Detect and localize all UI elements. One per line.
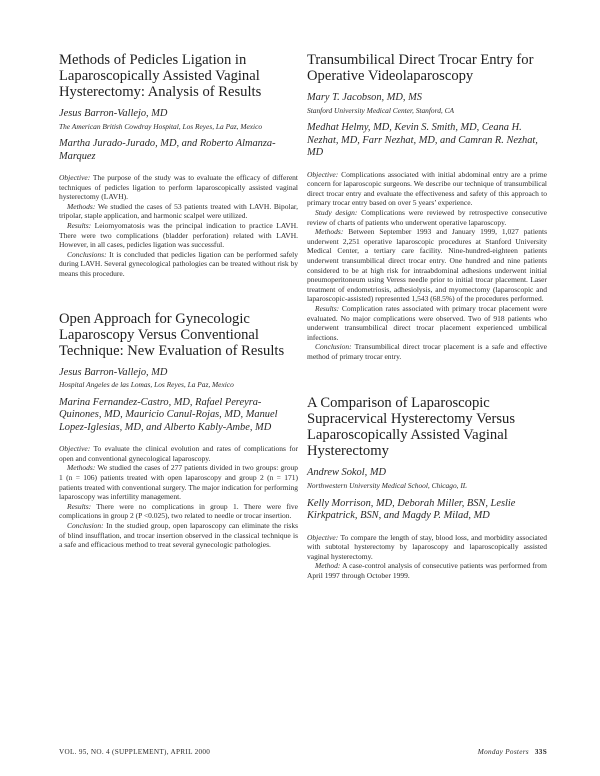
section-text: Complications associated with initial abdominal entry are a prime concern for laparoscopic surgeons. We describe our technique of transumbilical direct trocar entry and evaluate the effectiveness and safety of this approach to primary trocar entry based on over 5 years’ experience. (307, 169, 547, 208)
author-group (307, 467, 547, 490)
abstract-conclusion (59, 521, 298, 550)
section-label: Study design: (315, 207, 358, 217)
section-text: To compare the length of stay, blood loss, and morbidity associated with subtotal hysterectomy by laparoscopy and laparoscopically assisted vaginal hysterectomy. (307, 532, 547, 561)
abstract-objective (59, 444, 298, 463)
section-label: Methods: (67, 201, 96, 211)
section-label: Methods: (67, 463, 96, 473)
page-footer (451, 748, 547, 756)
section-text: A case-control analysis of consecutive patients was performed from April 1997 through October 1999. (307, 561, 547, 580)
abstract (307, 170, 547, 362)
abstract-methods (59, 202, 298, 221)
section-label: Methods: (315, 227, 344, 237)
article-transumbilical-trocar (307, 52, 547, 361)
abstract-objective (59, 173, 298, 202)
section-text: It is concluded that pedicles ligation can be performed safely during LAVH. Several gynecological pathologies can be treated without risk by means this procedure. (59, 249, 298, 279)
abstract-results (59, 502, 298, 521)
author-affiliation: Northwestern University Medical School, Chicago, IL (307, 480, 467, 490)
author-group (59, 367, 298, 390)
article-title: Transumbilical Direct Trocar Entry for Operative Videolaparoscopy (307, 52, 534, 84)
author-group (307, 122, 547, 160)
section-text: The purpose of the study was to evaluate the efficacy of different techniques of pedicles ligation to perform laparoscopically assisted vaginal hysterectomy (LAVH). (59, 173, 298, 202)
author-group (59, 397, 298, 435)
section-label: Objective: (307, 532, 339, 542)
section-label: Results: (67, 501, 92, 511)
section-text: Complication rates associated with primary trocar placement were evaluated. No major complications were observed. Two of 918 patients who underwent transumbilical direct trocar placement experienced umbilical infections. (307, 303, 547, 342)
section-label: Results: (67, 221, 92, 231)
section-label: Objective: (59, 173, 91, 183)
author-affiliation: The American British Cowdray Hospital, Los Reyes, La Paz, Mexico (59, 121, 263, 131)
article-title: A Comparison of Laparoscopic Supracervical Hysterectomy Versus Laparoscopically Assisted Vaginal Hysterectomy (307, 395, 516, 460)
abstract-results (59, 221, 298, 250)
author-names: Andrew Sokol, MD (307, 467, 386, 479)
section-label: Method: (315, 561, 341, 571)
author-names: Jesus Barron-Vallejo, MD (59, 366, 168, 378)
section-text: Between September 1993 and January 1999, 1,027 patients underwent 2,251 operative laparoscopic procedures at Stanford University Medical Center, a tertiary care facility. Nine-hundred-eighteen patients underwent transumbilical direct trocar entry. One hundred and nine patients considered to be at high risk for intraabdominal adhesions underwent initial pneumoperitoneum using Veress needle prior to initial trocar placement. Laser treatment of endometriosis, adhesiolysis, and myomectomy (laparoscopic and laparoscopic-assisted) represented 1,543 (68.5%) of the procedures performed. (307, 227, 547, 304)
left-column (59, 52, 298, 550)
article-title: Methods of Pedicles Ligation in Laparoscopically Assisted Vaginal Hysterectomy: Analysis of Results (59, 52, 262, 100)
article-pedicles-ligation (59, 52, 298, 279)
section-label: Conclusion: (315, 342, 352, 352)
article-open-approach (59, 311, 298, 550)
abstract-objective (307, 533, 547, 562)
article-supracervical-comparison (307, 395, 547, 580)
author-group (59, 108, 298, 131)
section-label: Results: (315, 303, 340, 313)
author-names: Medhat Helmy, MD, Kevin S. Smith, MD, Ceana H. Nezhat, MD, Farr Nezhat, MD, and Camran R. Nezhat, MD (307, 122, 538, 159)
author-group (307, 92, 547, 115)
section-text: There were no complications in group 1. There were five complications in group 2 (P <0.025), two related to needle or trocar insertion. (59, 501, 298, 521)
section-text: To evaluate the clinical evolution and rates of complications for open and conventional gynecological laparoscopy. (59, 444, 298, 463)
abstract (59, 173, 298, 279)
author-names: Marina Fernandez-Castro, MD, Rafael Pereyra-Quinones, MD, Mauricio Canul-Rojas, MD, Manuel Lopez-Iglesias, MD, and Alberto Kably-Ambe, MD (59, 396, 278, 433)
abstract-study-design (307, 208, 547, 227)
author-group (59, 138, 298, 163)
article-title: Open Approach for Gynecologic Laparoscopy Versus Conventional Technique: New Evaluation of Results (59, 310, 285, 359)
abstract-conclusions (59, 250, 298, 279)
abstract-method (307, 561, 547, 580)
right-column (307, 52, 547, 581)
author-affiliation: Stanford University Medical Center, Stanford, CA (307, 105, 455, 115)
author-affiliation: Hospital Angeles de las Lomas, Los Reyes, La Paz, Mexico (59, 380, 234, 390)
abstract-objective (307, 170, 547, 208)
abstract-methods (307, 227, 547, 304)
section-text: We studied the cases of 277 patients divided in two groups: group 1 (n = 106) patients treated with open laparoscopy and group 2 (n = 171) patients treated with conventional surgery. The major indication for performing laparoscopy was infertility management. (59, 463, 298, 502)
journal-volume-footer: VOL. 95, NO. 4 (SUPPLEMENT), APRIL 2000 (59, 748, 211, 756)
section-text: We studied the cases of 53 patients treated with LAVH. Bipolar, tripolar, staple application, and harmonic scalpel were utilized. (59, 201, 298, 221)
section-text: Transumbilical direct trocar placement is a safe and effective method of primary trocar entry. (307, 342, 547, 361)
page-number: 33S (534, 748, 547, 756)
abstract-conclusion (307, 342, 547, 361)
author-names: Jesus Barron-Vallejo, MD (59, 108, 168, 119)
section-label: Objective: (307, 169, 339, 179)
section-label: Conclusion: (67, 520, 104, 530)
section-label: Conclusions: (67, 249, 107, 259)
section-label: Objective: (59, 444, 91, 454)
abstract (307, 533, 547, 581)
abstract-results (307, 304, 547, 342)
author-names: Mary T. Jacobson, MD, MS (307, 92, 422, 103)
section-text: Complications were reviewed by retrospective consecutive review of charts of patients who underwent operative laparoscopy. (307, 207, 547, 227)
section-text: In the studied group, open laparoscopy can eliminate the risks of blind insufflation, and trocar insertion observed in the classical technique is a safe and efficacious method to treat several gynecologic pathologies. (59, 520, 298, 550)
running-head: Monday Posters (477, 748, 529, 756)
author-group (307, 498, 547, 523)
abstract-methods (59, 463, 298, 501)
section-text: Leiomyomatosis was the principal indication to practice LAVH. There were two complications (bladder perforation) related with LAVH. However, in all cases, pedicles ligation was successful. (59, 221, 298, 250)
author-names: Martha Jurado-Jurado, MD, and Roberto Almanza-Marquez (59, 138, 276, 162)
author-names: Kelly Morrison, MD, Deborah Miller, BSN, Leslie Kirkpatrick, BSN, and Magdy P. Milad, MD (307, 497, 516, 522)
abstract (59, 444, 298, 550)
